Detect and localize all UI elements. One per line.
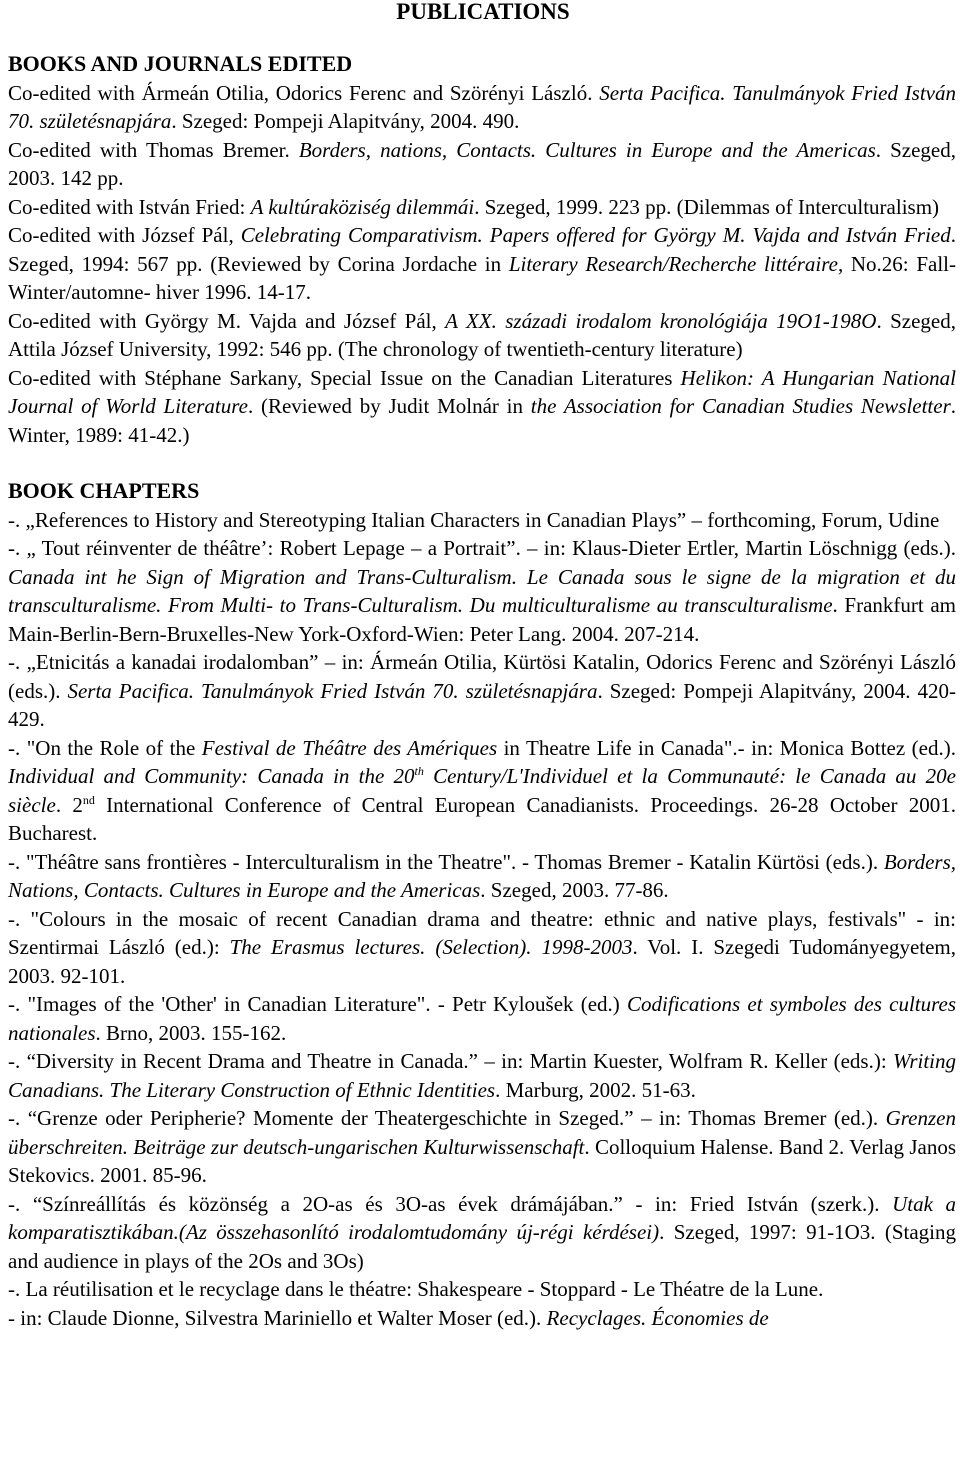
entry-text: - in: Claude Dionne, Silvestra Mariniello et Walter Moser (ed.). <box>8 1305 547 1330</box>
publication-entry <box>8 734 956 848</box>
entry-text: . Szeged, 1997: 91-1O3. (Staging and audience in plays of the 2Os and 3Os) <box>8 1220 956 1273</box>
entry-text: -. “Diversity in Recent Drama and Theatre in Canada.” – in: Martin Kuester, Wolfram R. Keller (eds.): <box>8 1049 893 1073</box>
italic-title-text: the Association for Canadian Studies Newsletter <box>530 394 951 418</box>
entry-text: . Szeged, 2003. 77-86. <box>480 878 669 902</box>
publication-entry <box>8 534 956 648</box>
entry-text: -. "Colours in the mosaic of recent Canadian drama and theatre: ethnic and native plays, festivals" - in: Szentirmai László (ed.): <box>8 906 956 959</box>
italic-title-text: Century/L'Individuel et la Communauté: le Canada au 20e siècle <box>8 764 956 817</box>
publication-entry <box>8 905 956 991</box>
entry-text: . Szeged: Pompeji Alapitvány, 2004. 490. <box>171 109 520 133</box>
section-spacer <box>8 449 956 477</box>
italic-title-text: Writing Canadians. The Literary Construction of Ethnic Identities <box>8 1049 956 1102</box>
entry-text: -. "On the Role of the <box>8 735 202 760</box>
entry-text: Co-edited with József Pál, <box>8 223 241 247</box>
entry-text: in Theatre Life in Canada".- in: Monica Bottez (ed.). <box>497 735 956 760</box>
publication-entry <box>8 848 956 905</box>
entry-text: -. “Grenze oder Peripherie? Momente der Theatergeschichte in Szeged.” – in: Thomas Bremer (ed.). <box>8 1106 886 1130</box>
entry-text: . (Reviewed by Judit Molnár in <box>247 394 531 418</box>
entry-text: . Szeged, 2003. 142 pp. <box>8 137 956 190</box>
italic-title-text: Codifications et symboles des cultures nationales <box>8 992 956 1045</box>
entry-text: . Marburg, 2002. 51-63. <box>495 1077 696 1102</box>
page-title: PUBLICATIONS <box>396 0 570 24</box>
italic-title-text: A kultúraköziség dilemmái <box>250 194 475 219</box>
entry-text: Co-edited with Ármeán Otilia, Odorics Ferenc and Szörényi László. <box>8 80 600 105</box>
entry-text: nd <box>82 792 95 807</box>
publication-entry <box>8 136 956 193</box>
entry-text: . Vol. I. Szegedi Tudományegyetem, 2003. 92-101. <box>8 935 957 988</box>
entry-text: -. „ Tout réinventer de théâtre’: Robert Lepage – a Portrait”. – in: Klaus-Dieter Ertler, Martin Löschnigg (eds.). <box>8 536 956 560</box>
italic-title-text: Serta Pacifica. Tanulmányok Fried István 70. születésnapjára <box>67 678 598 703</box>
italic-title-text: Individual and Community: Canada in the 20 <box>8 764 415 788</box>
publication-entry <box>8 648 956 734</box>
entry-text: . Frankfurt am Main-Berlin-Bern-Bruxelles-New York-Oxford-Wien: Peter Lang. 2004. 207-214. <box>8 593 956 646</box>
entry-text: Co-edited with Stéphane Sarkany, Special Issue on the Canadian Literatures <box>8 365 681 390</box>
entry-text: . Szeged, 1999. 223 pp. (Dilemmas of Interculturalism) <box>474 194 940 219</box>
entry-text: Co-edited with István Fried: <box>8 194 251 219</box>
italic-title-text: Festival de Théâtre des Amériques <box>201 735 498 760</box>
entry-text: . Colloquium Halense. Band 2. Verlag Janos Stekovics. 2001. 85-96. <box>8 1134 957 1187</box>
entry-text: . 2 <box>55 792 83 817</box>
entry-text: -. La réutilisation et le recyclage dans le théatre: Shakespeare - Stoppard - Le Théatre de la Lune. <box>8 1277 824 1301</box>
entry-text: . Brno, 2003. 155-162. <box>95 1020 287 1045</box>
entry-text: -. "Images of the 'Other' in Canadian Literature". - Petr Kyloušek (ed.) <box>8 992 628 1016</box>
entry-text: Co-edited with Thomas Bremer. <box>8 137 299 162</box>
entry-text: -. “Színreállítás és közönség a 2O-as és 3O-as évek drámájában.” - in: Fried István (szerk.). <box>8 1191 893 1216</box>
entry-text: . Szeged, 1994: 567 pp. (Reviewed by Corina Jordache in <box>8 223 956 276</box>
italic-title-text: Borders, Nations, Contacts. Cultures in Europe and the Americas <box>8 849 956 902</box>
italic-title-text: Serta Pacifica. Tanulmányok Fried István 70. születésnapjára <box>8 80 957 133</box>
italic-title-text: Recyclages. Économies de <box>546 1305 769 1330</box>
publication-entry <box>8 506 956 535</box>
publication-entry <box>8 193 956 222</box>
entry-text: -. „Etnicitás a kanadai irodalomban” – in: Ármeán Otilia, Kürtösi Katalin, Odorics Ferenc and Szörényi László (eds.). <box>8 650 956 703</box>
publication-entry <box>8 307 956 364</box>
entry-text: . Szeged: Pompeji Alapitvány, 2004. 420-429. <box>8 678 956 731</box>
italic-title-text: Utak a komparatisztikában.(Az összehasonlító irodalomtudomány új-régi kérdései) <box>8 1191 956 1244</box>
entry-text: -. „References to History and Stereotyping Italian Characters in Canadian Plays” – forthcoming, Forum, Udine <box>8 507 940 532</box>
publication-entry <box>8 1047 956 1104</box>
entry-text: , No.26: Fall-Winter/automne- hiver 1996. 14-17. <box>8 251 956 304</box>
italic-title-text: The Erasmus lectures. (Selection). 1998-2003 <box>229 935 633 959</box>
publication-entry <box>8 1275 956 1304</box>
publication-entry <box>8 990 956 1047</box>
publication-entry <box>8 1304 956 1333</box>
italic-title-text: Helikon: A Hungarian National Journal of World Literature <box>8 365 956 418</box>
entry-text: International Conference of Central European Canadianists. Proceedings. 26-28 October 2001. Bucharest. <box>8 792 956 845</box>
publication-entry <box>8 364 956 450</box>
italic-title-text: Canada int he Sign of Migration and Trans-Culturalism. Le Canada sous le signe de la migration et du transculturalisme. From Multi- to Trans-Culturalism. Du multiculturalisme au transculturalisme <box>8 564 956 617</box>
section-heading: BOOKS AND JOURNALS EDITED <box>8 51 353 76</box>
italic-title-text: Grenzen überschreiten. Beiträge zur deutsch-ungarischen Kulturwissenschaft <box>8 1106 956 1159</box>
entry-text: . Winter, 1989: 41-42.) <box>8 394 957 447</box>
publication-entry <box>8 1190 956 1276</box>
italic-title-text: Borders, nations, Contacts. Cultures in Europe and the Americas <box>298 137 876 162</box>
italic-title-text: th <box>414 764 424 778</box>
publication-entry <box>8 79 956 136</box>
entry-text: Co-edited with György M. Vajda and József Pál, <box>8 308 446 333</box>
publications-body <box>8 50 956 1332</box>
section-heading: BOOK CHAPTERS <box>8 478 200 503</box>
italic-title-text: Celebrating Comparativism. Papers offered for György M. Vajda and István Fried <box>240 223 951 247</box>
italic-title-text: A XX. századi irodalom kronológiája 19O1-198O <box>445 308 877 333</box>
italic-title-text: Literary Research/Recherche littéraire <box>508 251 838 276</box>
publication-entry <box>8 1104 956 1190</box>
entry-text: . Szeged, Attila József University, 1992: 546 pp. (The chronology of twentieth-century literature) <box>8 308 956 361</box>
publication-entry <box>8 221 956 307</box>
entry-text: -. "Théâtre sans frontières - Interculturalism in the Theatre". - Thomas Bremer - Katalin Kürtösi (eds.). <box>8 849 884 874</box>
